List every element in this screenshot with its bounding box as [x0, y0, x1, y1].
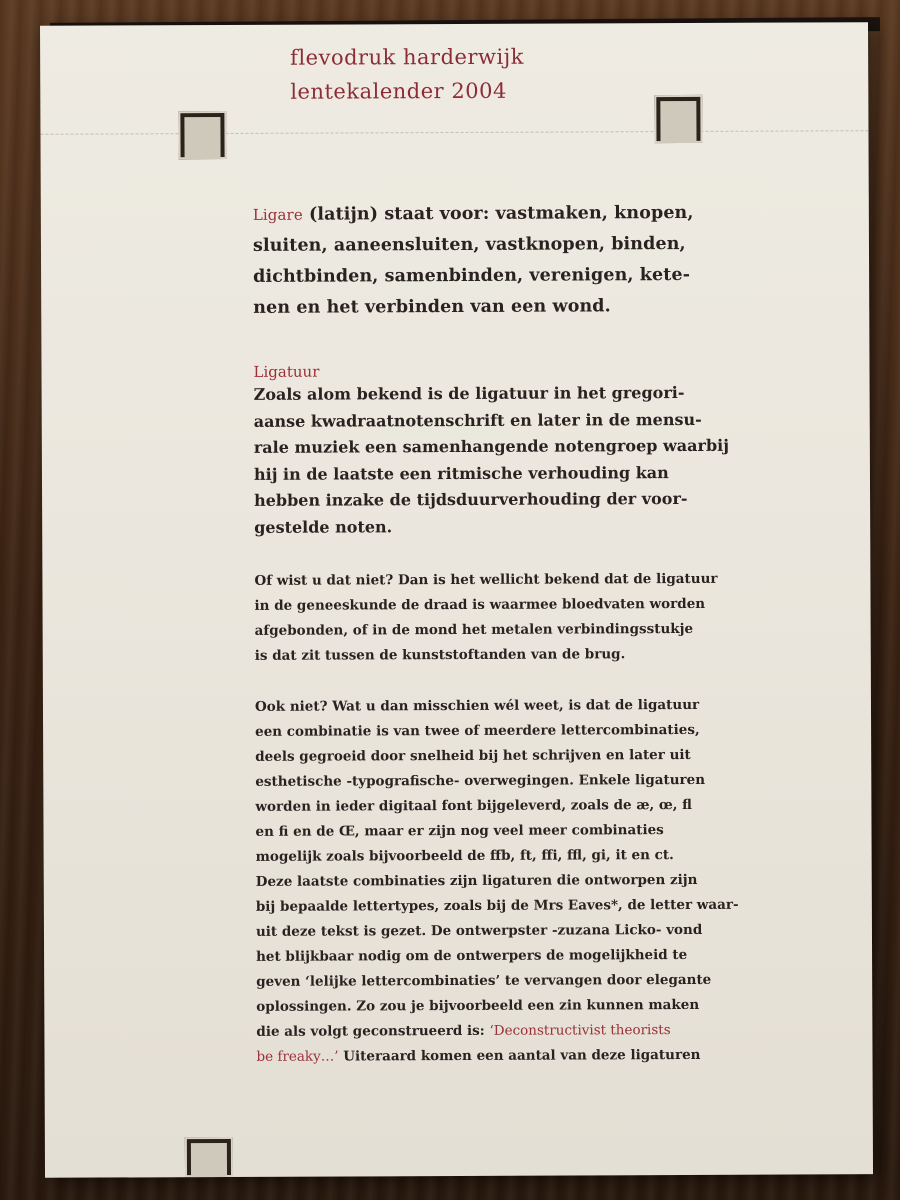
calendar-title: lentekalender 2004: [290, 78, 507, 104]
section-title-ligatuur: Ligatuur: [253, 362, 320, 381]
binding-hole: [185, 1137, 233, 1177]
example-quote-end: be freaky…’: [256, 1048, 339, 1065]
term-ligare: Ligare: [252, 205, 303, 224]
ligatuur-paragraph: Zoals alom bekend is de ligatuur in het gregori- aanse kwadraatnotenschrift en later in de mensu- rale muziek een samenhangende notengroep waarbij hij in de laatste een ritmische verhouding kan hebben inzake de tijdsduurverhouding der voor- gestelde noten.: [253, 382, 730, 537]
example-quote: ‘Deconstructivist theorists: [489, 1022, 671, 1039]
perforation-line: [40, 130, 868, 135]
publisher-name: flevodruk harderwijk: [290, 44, 524, 70]
medical-paragraph: Of wist u dat niet? Dan is het wellicht bekend dat de ligatuur in de geneeskunde de draad is waarmee bloedvaten worden afgebonden, of in de mond het metalen verbindingsstukje is dat zit tussen de kunststoftanden van de brug.: [254, 570, 718, 664]
calendar-header: [290, 39, 590, 108]
binding-hole: [178, 111, 226, 159]
typography-paragraph: Ook niet? Wat u dan misschien wél weet, is dat de ligatuur een combinatie is van twee of meerdere lettercombinaties, deels gegroeid door snelheid bij het schrijven en later uit esthetische -typografische- overwegingen. Enkele ligaturen worden in ieder digitaal font bijgeleverd, zoals de æ, œ, fl en fi en de Œ, maar er zijn nog veel meer combinaties mogelijk zoals bijvoorbeeld de ffb, ft, ffi, ffl, gi, it en ct. Deze laatste combinaties zijn ligaturen die ontworpen zijn bij bepaalde lettertypes, zoals bij de Mrs Eaves*, de letter waar- uit deze tekst is gezet. De ontwerpster -zuzana Licko- vond het blijkbaar nodig om de ontwerpers de mogelijkheid te geven ‘lelijke lettercombinaties’ te vervangen door elegante oplossingen. Zo zou je bijvoorbeeld een zin kunnen maken die als volgt geconstrueerd is: ‘Deconstructivist theorists be freaky…’ Uiteraard komen een aantal van deze ligaturen: [254, 696, 739, 1065]
binding-hole: [654, 95, 702, 143]
intro-paragraph: Ligare (latijn) staat voor: vastmaken, knopen, sluiten, aaneensluiten, vastknopen, binden, dichtbinden, samenbinden, verenigen, kete- nen en het verbinden van een wond.: [252, 202, 694, 318]
calendar-page: [40, 22, 873, 1178]
article-body: [253, 198, 797, 1070]
